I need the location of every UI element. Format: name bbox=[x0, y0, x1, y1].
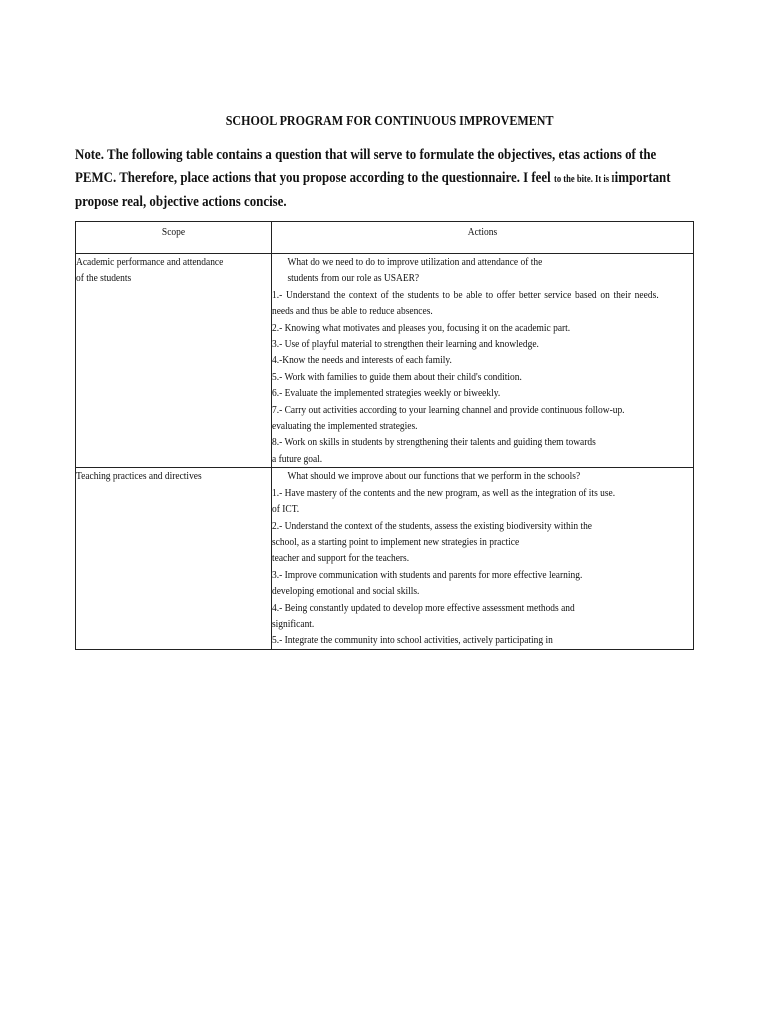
scope-cell bbox=[76, 468, 272, 649]
table-header-row bbox=[76, 222, 694, 254]
table-row bbox=[76, 254, 694, 468]
note-small-text: to the bite. It is I bbox=[553, 174, 615, 185]
note-line-1: Note. The following table contains a question that will serve to formulate the objectives, etas actions of the bbox=[75, 147, 657, 163]
table-row bbox=[76, 468, 694, 649]
actions-cell bbox=[272, 254, 694, 468]
action-line: 8.- Work on skills in students by strengthening their talents and guiding them towards bbox=[272, 436, 596, 449]
note-important-text: important bbox=[614, 170, 671, 186]
action-line: a future goal. bbox=[272, 452, 323, 465]
scope-actions-table bbox=[75, 221, 694, 650]
page-title: SCHOOL PROGRAM FOR CONTINUOUS IMPROVEMENT bbox=[225, 114, 554, 129]
actions-header: Actions bbox=[272, 222, 694, 254]
note-line-2 bbox=[75, 167, 671, 191]
scope-line: Teaching practices and directives bbox=[76, 470, 202, 483]
action-line: developing emotional and social skills. bbox=[272, 585, 420, 598]
question-line: What do we need to do to improve utilization and attendance of the bbox=[287, 256, 543, 268]
action-line: 1.- Have mastery of the contents and the new program, as well as the integration of its use. bbox=[272, 486, 616, 499]
scope-header: Scope bbox=[76, 222, 272, 254]
note-line-3: propose real, objective actions concise. bbox=[75, 194, 287, 210]
action-line: of ICT. bbox=[272, 503, 300, 516]
action-line: school, as a starting point to implement new strategies in practice bbox=[272, 535, 520, 548]
action-line: 4.-Know the needs and interests of each family. bbox=[272, 354, 452, 367]
question-line: What should we improve about our functions that we perform in the schools? bbox=[287, 470, 581, 483]
note-paragraph bbox=[75, 144, 671, 214]
question bbox=[272, 468, 634, 484]
bullet-icon bbox=[272, 468, 287, 484]
action-line: 3.- Improve communication with students and parents for more effective learning. bbox=[272, 568, 583, 581]
note-line-2-text: PEMC. Therefore, place actions that you propose according to the questionnaire. I feel bbox=[75, 170, 551, 186]
action-line: significant. bbox=[272, 617, 315, 630]
scope-cell bbox=[76, 254, 272, 468]
action-line: needs and thus be able to reduce absences. bbox=[272, 305, 433, 318]
action-line: teacher and support for the teachers. bbox=[272, 552, 410, 565]
action-line: 6.- Evaluate the implemented strategies weekly or biweekly. bbox=[272, 387, 501, 400]
action-line: 4.- Being constantly updated to develop more effective assessment methods and bbox=[272, 601, 575, 614]
action-line: 7.- Carry out activities according to your learning channel and provide continuous follow-up. bbox=[272, 403, 625, 416]
action-line: 2.- Understand the context of the students, assess the existing biodiversity within the bbox=[272, 519, 593, 532]
action-line: 2.- Knowing what motivates and pleases you, focusing it on the academic part. bbox=[272, 321, 571, 334]
scope-line: Academic performance and attendance bbox=[76, 256, 224, 268]
action-line: 5.- Integrate the community into school activities, actively participating in bbox=[272, 634, 553, 647]
scope-line: of the students bbox=[76, 272, 132, 285]
question-line: students from our role as USAER? bbox=[287, 272, 420, 285]
question bbox=[272, 254, 634, 287]
action-line: evaluating the implemented strategies. bbox=[272, 420, 418, 433]
action-line: 5.- Work with families to guide them about their child's condition. bbox=[272, 370, 522, 383]
actions-cell bbox=[272, 468, 694, 649]
action-line: 1.- Understand the context of the students to be able to offer better service based on their needs. bbox=[272, 288, 659, 301]
action-line: 3.- Use of playful material to strengthen their learning and knowledge. bbox=[272, 338, 539, 351]
bullet-icon bbox=[272, 254, 287, 287]
